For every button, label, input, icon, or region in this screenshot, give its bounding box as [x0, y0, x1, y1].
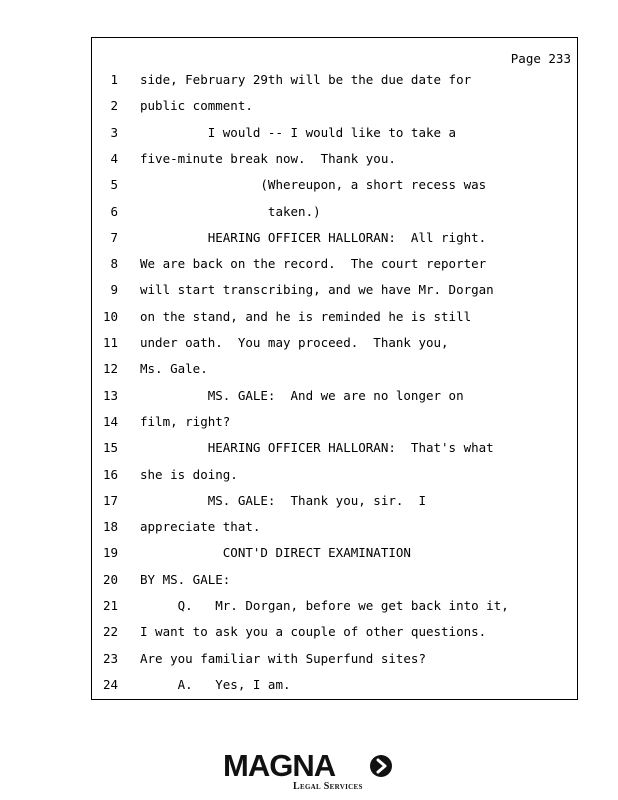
transcript-line	[92, 204, 572, 224]
logo-wordmark: MAGNA	[223, 748, 336, 783]
line-number: 3	[110, 124, 118, 140]
line-text: I would -- I would like to take a	[140, 124, 457, 140]
transcript-line	[92, 72, 572, 92]
line-text: film, right?	[140, 413, 231, 429]
line-number: 24	[102, 676, 118, 692]
line-number: 8	[110, 256, 118, 272]
transcript-page	[91, 37, 578, 700]
transcript-line	[92, 440, 572, 460]
line-text: taken.)	[140, 203, 321, 219]
line-number: 15	[102, 440, 118, 456]
line-number: 9	[110, 282, 118, 298]
line-number: 22	[102, 624, 118, 640]
line-text: MS. GALE: Thank you, sir. I	[140, 492, 426, 508]
line-text: HEARING OFFICER HALLORAN: That's what	[140, 440, 494, 456]
line-number: 1	[110, 72, 118, 87]
line-text: CONT'D DIRECT EXAMINATION	[140, 545, 411, 561]
line-number: 20	[102, 571, 118, 587]
line-text: will start transcribing, and we have Mr. Dorgan	[140, 282, 494, 298]
line-text: side, February 29th will be the due date for	[140, 72, 472, 87]
line-text: she is doing.	[140, 466, 238, 482]
transcript-line	[92, 388, 572, 408]
line-text: HEARING OFFICER HALLORAN: All right.	[140, 229, 487, 245]
transcript-line	[92, 177, 572, 197]
transcript-line	[92, 98, 572, 118]
transcript-line	[92, 572, 572, 592]
line-text: public comment.	[140, 98, 253, 114]
transcript-line	[92, 493, 572, 513]
line-number: 14	[102, 413, 118, 429]
transcript-line	[92, 677, 572, 697]
line-text: BY MS. GALE:	[140, 571, 231, 587]
line-text: appreciate that.	[140, 519, 261, 535]
line-number: 11	[102, 335, 118, 350]
line-text: under oath. You may proceed. Thank you,	[140, 335, 449, 350]
transcript-line	[92, 230, 572, 250]
line-text: (Whereupon, a short recess was	[140, 177, 487, 193]
line-text: I want to ask you a couple of other questions.	[140, 624, 487, 640]
transcript-line	[92, 624, 572, 644]
line-text: MS. GALE: And we are no longer on	[140, 387, 464, 403]
transcript-line	[92, 256, 572, 276]
line-number: 19	[102, 545, 118, 561]
line-number: 23	[102, 650, 118, 666]
transcript-line	[92, 414, 572, 434]
transcript-line	[92, 309, 572, 329]
transcript-line	[92, 651, 572, 671]
line-number: 17	[102, 492, 118, 508]
page-number: Page 233	[510, 51, 571, 66]
line-text: Ms. Gale.	[140, 361, 208, 377]
line-number: 18	[102, 519, 118, 535]
line-number: 12	[102, 361, 118, 377]
line-text: Q. Mr. Dorgan, before we get back into it,	[140, 598, 509, 613]
transcript-line	[92, 335, 572, 355]
line-number: 13	[102, 387, 118, 403]
line-text: on the stand, and he is reminded he is still	[140, 308, 472, 324]
line-text: We are back on the record. The court reporter	[140, 256, 487, 272]
magna-logo	[223, 749, 395, 793]
transcript-line	[92, 545, 572, 565]
arrow-circle-icon	[369, 754, 393, 778]
transcript-line	[92, 361, 572, 381]
line-text: Are you familiar with Superfund sites?	[140, 650, 426, 666]
line-number: 10	[102, 308, 118, 324]
line-number: 2	[110, 98, 118, 114]
line-number: 4	[110, 150, 118, 166]
line-number: 5	[110, 177, 118, 193]
transcript-line	[92, 151, 572, 171]
logo-tagline: Legal Services	[293, 781, 363, 792]
line-number: 7	[110, 229, 118, 245]
line-text: five-minute break now. Thank you.	[140, 150, 396, 166]
transcript-line	[92, 598, 572, 618]
transcript-line	[92, 125, 572, 145]
line-number: 6	[110, 203, 118, 219]
line-number: 16	[102, 466, 118, 482]
transcript-line	[92, 282, 572, 302]
transcript-line	[92, 467, 572, 487]
transcript-line	[92, 519, 572, 539]
line-number: 21	[102, 598, 118, 613]
line-text: A. Yes, I am.	[140, 676, 291, 692]
